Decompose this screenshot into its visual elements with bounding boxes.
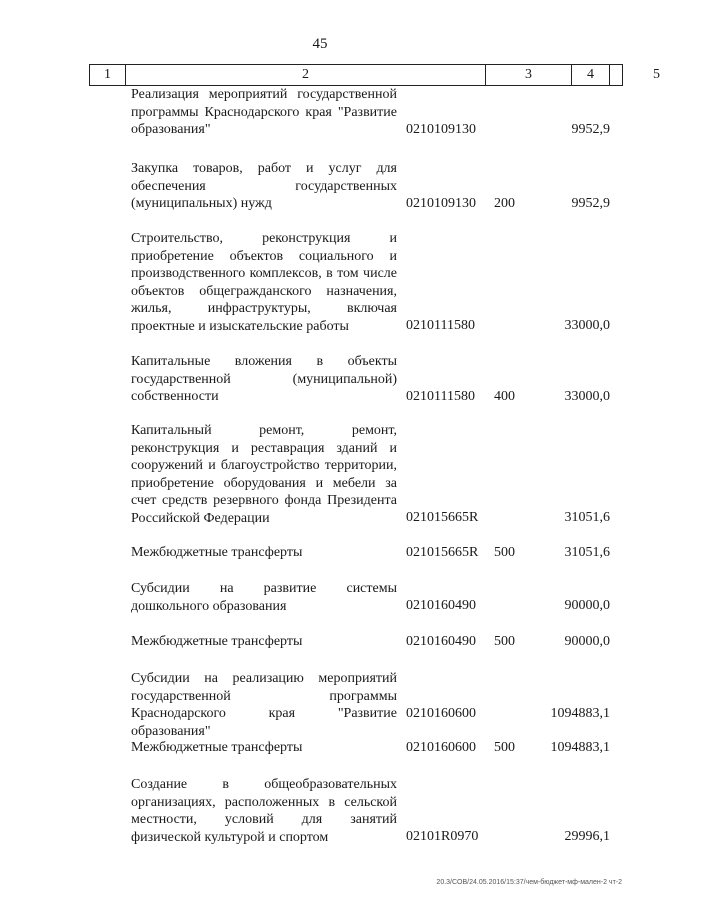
row-name: Межбюджетные трансферты bbox=[131, 545, 303, 560]
row-amount: 31051,6 bbox=[564, 510, 610, 525]
page-number: 45 bbox=[312, 36, 328, 52]
row-code: 0210160600 bbox=[406, 706, 476, 721]
row-code: 0210160490 bbox=[406, 634, 476, 649]
row-name: Строительство, реконструкция и приобретение объектов социального и производственного комплексов, в том числе объектов общегражданского назначения, жилья, инфраструктуры, включая проектные и изыскательские работы bbox=[131, 231, 397, 334]
header-col-3: 3 bbox=[486, 65, 572, 85]
row-group: 500 bbox=[494, 740, 515, 755]
header-col-5: 5 bbox=[653, 67, 660, 82]
row-group: 500 bbox=[494, 545, 515, 560]
row-name: Межбюджетные трансферты bbox=[131, 634, 303, 649]
row-group: 400 bbox=[494, 389, 515, 404]
row-amount: 29996,1 bbox=[564, 829, 610, 844]
header-col-4: 4 bbox=[572, 65, 610, 85]
row-code: 0210160600 bbox=[406, 740, 476, 755]
table-header bbox=[89, 64, 660, 86]
row-code: 021015665R bbox=[406, 545, 479, 560]
row-name: Капитальный ремонт, ремонт, реконструкция и реставрация зданий и сооружений и благоустройство территории, приобретение оборудования и мебели за счет средств резервного фонда Президента Российской Федерации bbox=[131, 423, 397, 526]
header-col-1: 1 bbox=[90, 65, 126, 85]
row-amount: 9952,9 bbox=[571, 196, 610, 211]
row-name: Капитальные вложения в объекты государственной (муниципальной) собственности bbox=[131, 354, 397, 404]
row-code: 0210111580 bbox=[406, 389, 475, 404]
row-amount: 9952,9 bbox=[571, 122, 610, 137]
row-code: 0210111580 bbox=[406, 318, 475, 333]
row-code: 0210160490 bbox=[406, 598, 476, 613]
row-amount: 31051,6 bbox=[564, 545, 610, 560]
footer-stamp: 20.3/COB/24.05.2016/15:37/чем-бюджет-мф-мален-2 чт-2 bbox=[436, 879, 622, 886]
header-col-2: 2 bbox=[126, 65, 486, 85]
row-code: 0210109130 bbox=[406, 196, 476, 211]
row-amount: 33000,0 bbox=[564, 389, 610, 404]
row-amount: 1094883,1 bbox=[550, 706, 610, 721]
row-code: 0210109130 bbox=[406, 122, 476, 137]
row-code: 02101R0970 bbox=[406, 829, 479, 844]
row-name: Реализация мероприятий государственной программы Краснодарского края "Развитие образования" bbox=[131, 87, 397, 137]
row-name: Субсидии на развитие системы дошкольного образования bbox=[131, 581, 397, 614]
row-group: 200 bbox=[494, 196, 515, 211]
row-amount: 1094883,1 bbox=[550, 740, 610, 755]
row-name: Межбюджетные трансферты bbox=[131, 740, 303, 755]
row-name: Субсидии на реализацию мероприятий государственной программы Краснодарского края "Развитие образования" bbox=[131, 671, 397, 739]
row-amount: 90000,0 bbox=[564, 634, 610, 649]
row-code: 021015665R bbox=[406, 510, 479, 525]
row-name: Создание в общеобразовательных организациях, расположенных в сельской местности, условий для занятий физической культурой и спортом bbox=[131, 777, 397, 845]
row-name: Закупка товаров, работ и услуг для обеспечения государственных (муниципальных) нужд bbox=[131, 161, 397, 211]
row-amount: 90000,0 bbox=[564, 598, 610, 613]
row-group: 500 bbox=[494, 634, 515, 649]
row-amount: 33000,0 bbox=[564, 318, 610, 333]
